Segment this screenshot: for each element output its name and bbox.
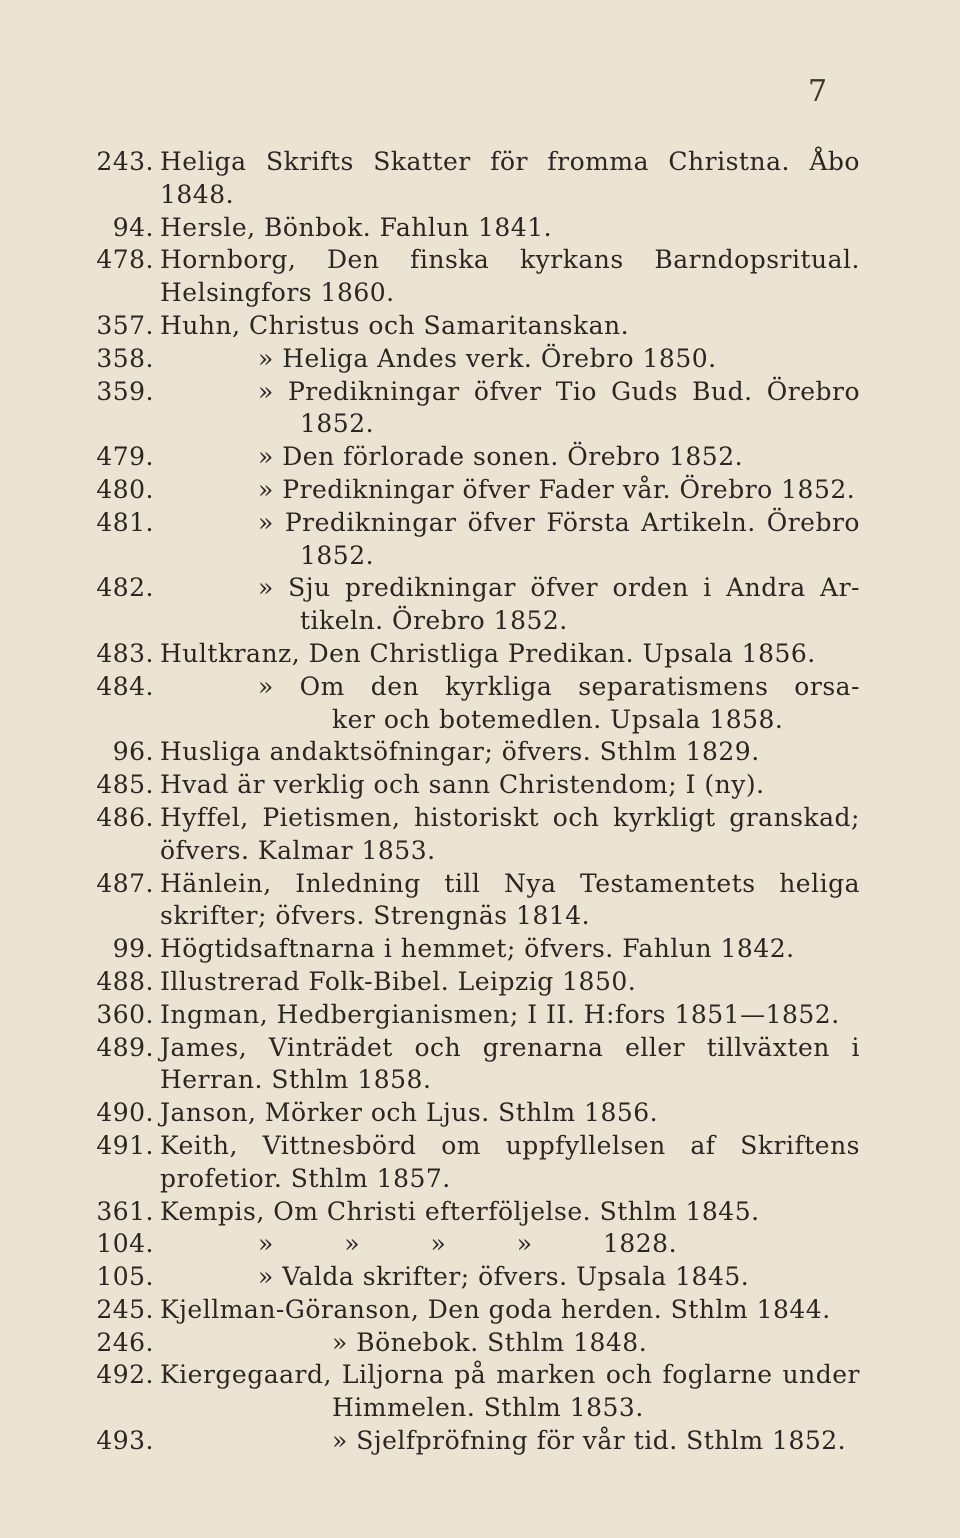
entry-text: Janson, Mörker och Ljus. Sthlm 1856.: [160, 1098, 659, 1128]
catalog-entry: [80, 638, 860, 671]
entry-text: Hersle, Bönbok. Fahlun 1841.: [160, 212, 553, 242]
catalog-entry: [80, 1196, 860, 1229]
entry-number: 243.: [96, 147, 154, 176]
catalog-entry: [80, 507, 860, 573]
catalog-entry: [80, 1130, 860, 1196]
catalog-entry: [80, 802, 860, 868]
entry-text: » Om den kyrkliga separatismens orsa-: [258, 671, 860, 701]
entry-text: Heliga Skrifts Skatter för fromma Christna. Åbo: [160, 147, 860, 176]
entry-continuation: Herran. Sthlm 1858.: [160, 1065, 432, 1095]
page-number: 7: [808, 74, 828, 109]
entry-number: 486.: [96, 802, 154, 832]
entry-continuation: öfvers. Kalmar 1853.: [160, 835, 436, 865]
entry-text: » Predikningar öfver Tio Guds Bud. Örebro: [258, 376, 860, 406]
entry-text: » » » » 1828.: [258, 1229, 678, 1259]
catalog-entry: [80, 1425, 860, 1458]
catalog-entry: [80, 999, 860, 1032]
entry-number: 246.: [96, 1327, 154, 1357]
entry-text: Keith, Vittnesbörd om uppfyllelsen af Skriftens: [160, 1130, 860, 1160]
entry-number: 488.: [96, 966, 154, 996]
entry-text: » Predikningar öfver Fader vår. Örebro 1852.: [258, 474, 856, 504]
entry-number: 489.: [96, 1032, 154, 1062]
catalog-entry: [80, 1294, 860, 1327]
entry-text: Hornborg, Den finska kyrkans Barndopsritual.: [160, 245, 860, 275]
entry-number: 482.: [96, 573, 154, 603]
entry-text: Hyffel, Pietismen, historiskt och kyrkligt granskad;: [160, 802, 860, 832]
catalog-entry: [80, 146, 860, 212]
entry-text: Husliga andaktsöfningar; öfvers. Sthlm 1829.: [160, 737, 760, 767]
entry-text: » Bönebok. Sthlm 1848.: [332, 1327, 648, 1357]
entry-text: » Predikningar öfver Första Artikeln. Örebro: [258, 507, 860, 537]
entry-text: Högtidsaftnarna i hemmet; öfvers. Fahlun 1842.: [160, 934, 795, 964]
catalog-entry: [80, 474, 860, 507]
entry-number: 493.: [96, 1426, 154, 1456]
catalog-entry: [80, 376, 860, 442]
entry-continuation: 1848.: [160, 179, 235, 209]
catalog-entry: [80, 441, 860, 474]
entry-continuation: Helsingfors 1860.: [160, 278, 395, 308]
entry-continuation: 1852.: [300, 540, 375, 570]
entry-text: Illustrerad Folk-Bibel. Leipzig 1850.: [160, 966, 637, 996]
entry-number: 358.: [96, 343, 154, 373]
catalog-entry: [80, 212, 860, 245]
entry-text: Huhn, Christus och Samaritanskan.: [160, 310, 630, 340]
catalog-entries: [80, 146, 860, 1458]
catalog-entry: [80, 1032, 860, 1098]
entry-text: » Sjelfpröfning för vår tid. Sthlm 1852.: [332, 1426, 847, 1456]
entry-text: » Den förlorade sonen. Örebro 1852.: [258, 442, 744, 472]
entry-number: 357.: [96, 310, 154, 340]
catalog-entry: [80, 310, 860, 343]
entry-number: 483.: [96, 638, 154, 668]
catalog-entry: [80, 343, 860, 376]
entry-number: 94.: [112, 212, 154, 242]
catalog-entry: [80, 868, 860, 934]
entry-number: 484.: [96, 671, 154, 701]
entry-number: 492.: [96, 1360, 154, 1390]
catalog-entry: [80, 966, 860, 999]
entry-text: Kjellman-Göranson, Den goda herden. Sthlm 1844.: [160, 1294, 831, 1324]
entry-text: » Sju predikningar öfver orden i Andra Ar-: [258, 573, 860, 603]
entry-text: Hvad är verklig och sann Christendom; I (ny).: [160, 770, 765, 800]
entry-number: 487.: [96, 868, 154, 898]
entry-continuation: skrifter; öfvers. Strengnäs 1814.: [160, 901, 591, 931]
entry-continuation: 1852.: [300, 409, 375, 439]
entry-continuation: profetior. Sthlm 1857.: [160, 1163, 451, 1193]
entry-text: Hultkranz, Den Christliga Predikan. Upsala 1856.: [160, 638, 816, 668]
catalog-entry: [80, 671, 860, 737]
catalog-entry: [80, 1097, 860, 1130]
catalog-entry: [80, 736, 860, 769]
catalog-entry: [80, 244, 860, 310]
catalog-entry: [80, 1228, 860, 1261]
entry-continuation: tikeln. Örebro 1852.: [300, 606, 568, 636]
catalog-entry: [80, 1359, 860, 1425]
entry-continuation: ker och botemedlen. Upsala 1858.: [332, 704, 784, 734]
entry-number: 99.: [112, 934, 154, 964]
entry-text: » Valda skrifter; öfvers. Upsala 1845.: [258, 1262, 750, 1292]
entry-number: 478.: [96, 245, 154, 275]
entry-text: Kempis, Om Christi efterföljelse. Sthlm 1845.: [160, 1196, 760, 1226]
catalog-entry: [80, 572, 860, 638]
catalog-entry: [80, 1327, 860, 1360]
entry-number: 481.: [96, 507, 154, 537]
entry-number: 361.: [96, 1196, 154, 1226]
entry-number: 485.: [96, 770, 154, 800]
entry-number: 490.: [96, 1098, 154, 1128]
catalog-entry: [80, 1261, 860, 1294]
entry-number: 360.: [96, 999, 154, 1029]
entry-number: 104.: [96, 1229, 154, 1259]
entry-text: » Heliga Andes verk. Örebro 1850.: [258, 343, 717, 373]
entry-number: 480.: [96, 474, 154, 504]
entry-text: James, Vinträdet och grenarna eller tillväxten i: [160, 1032, 860, 1062]
entry-number: 105.: [96, 1262, 154, 1292]
entry-number: 245.: [96, 1294, 154, 1324]
entry-number: 479.: [96, 442, 154, 472]
entry-text: Kiergegaard, Liljorna på marken och foglarne under: [160, 1360, 860, 1390]
entry-text: Ingman, Hedbergianismen; I II. H:fors 1851—1852.: [160, 999, 840, 1029]
entry-number: 96.: [112, 737, 154, 767]
entry-number: 491.: [96, 1130, 154, 1160]
catalog-entry: [80, 933, 860, 966]
entry-continuation: Himmelen. Sthlm 1853.: [332, 1393, 644, 1423]
entry-number: 359.: [96, 376, 154, 406]
catalog-entry: [80, 769, 860, 802]
entry-text: Hänlein, Inledning till Nya Testamentets heliga: [160, 868, 860, 898]
